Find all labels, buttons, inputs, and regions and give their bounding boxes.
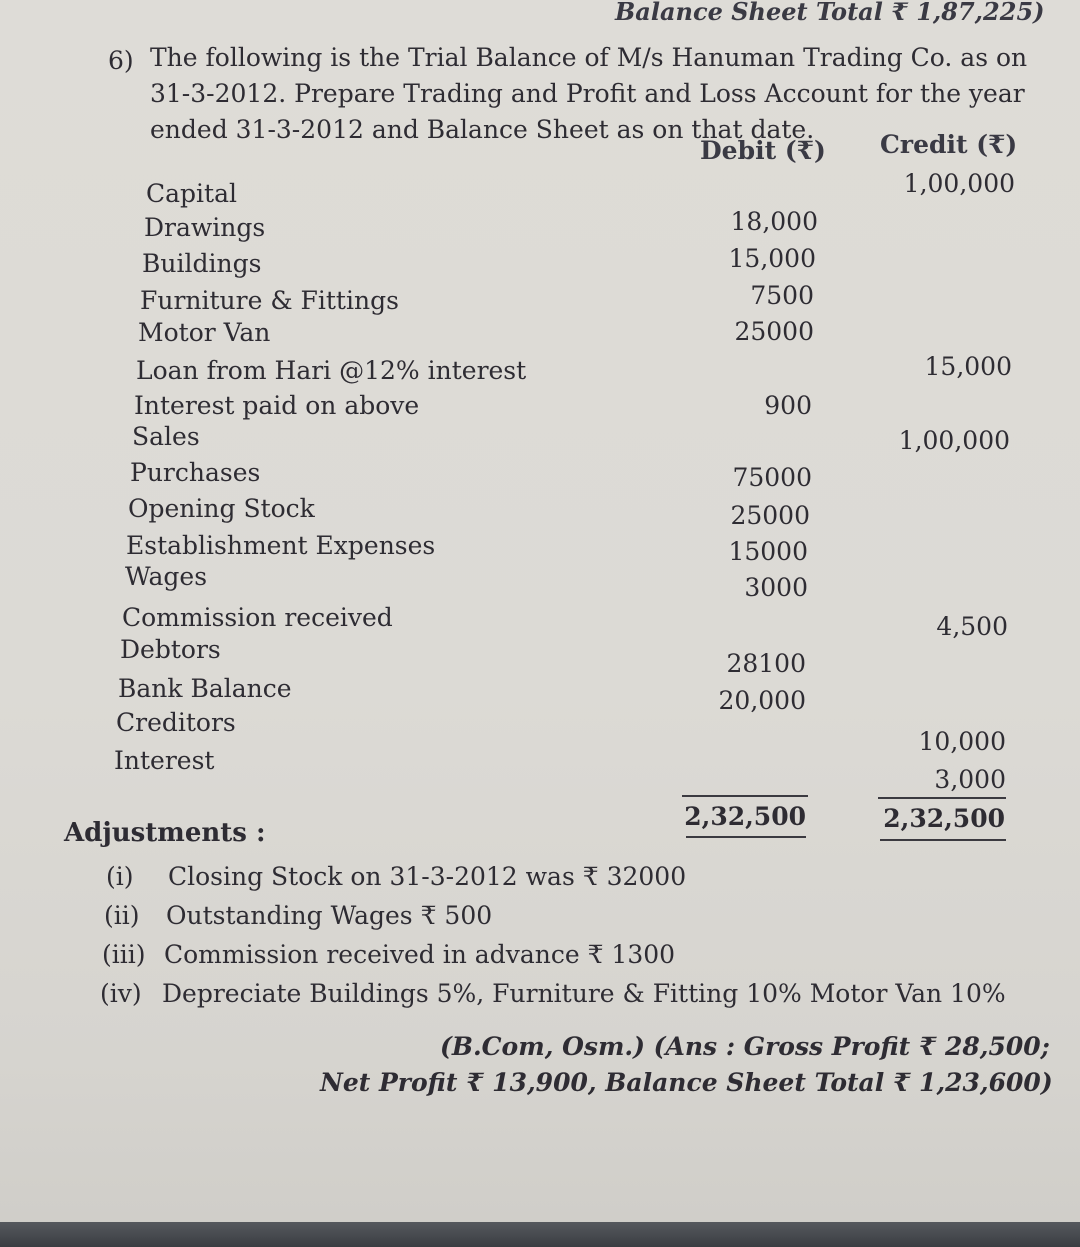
previous-answer-fragment: Balance Sheet Total ₹ 1,87,225) — [615, 0, 1045, 26]
credit-amount: 15,000 — [924, 352, 1012, 381]
account-label: Bank Balance — [118, 674, 292, 703]
credit-total-bottom-rule — [880, 839, 1006, 841]
credit-amount: 1,00,000 — [898, 426, 1010, 455]
account-label: Purchases — [130, 458, 261, 487]
answer-line-2: Net Profit ₹ 13,900, Balance Sheet Total ₹ 1,23,600) — [320, 1068, 1053, 1097]
debit-amount: 75000 — [732, 463, 812, 492]
debit-column-heading: Debit (₹) — [700, 136, 826, 165]
account-label: Buildings — [142, 249, 262, 278]
account-label: Drawings — [144, 213, 266, 242]
page-edge-shadow — [0, 1222, 1080, 1247]
credit-amount: 3,000 — [934, 765, 1006, 794]
credit-total-top-rule — [878, 797, 1006, 799]
credit-amount: 10,000 — [918, 727, 1006, 756]
credit-amount: 1,00,000 — [903, 169, 1015, 198]
debit-total: 2,32,500 — [684, 802, 806, 831]
question-text: The following is the Trial Balance of M/s Hanuman Trading Co. as on 31-3-2012. Prepare Trading and Profit and Loss Account for the year ended 31-3-2012 and Balance Sheet as on that date. — [150, 43, 1028, 144]
question-number: 6) — [108, 46, 134, 75]
debit-amount: 28100 — [726, 649, 806, 678]
adjustment-item — [104, 901, 492, 930]
account-label: Debtors — [120, 635, 221, 664]
account-label: Interest — [114, 746, 215, 775]
debit-amount: 3000 — [744, 573, 808, 602]
debit-total-bottom-rule — [686, 836, 806, 838]
adjustment-item — [102, 940, 675, 969]
adjustment-number: (ii) — [104, 901, 140, 930]
debit-amount: 25000 — [730, 501, 810, 530]
debit-amount: 7500 — [750, 281, 814, 310]
debit-amount: 15000 — [728, 537, 808, 566]
account-label: Motor Van — [138, 318, 271, 347]
account-label: Establishment Expenses — [126, 531, 436, 560]
adjustments-heading: Adjustments : — [64, 818, 266, 848]
debit-total-top-rule — [682, 795, 808, 797]
account-label: Furniture & Fittings — [140, 286, 399, 315]
adjustment-number: (iii) — [102, 940, 146, 969]
adjustment-text: Outstanding Wages ₹ 500 — [166, 901, 493, 930]
account-label: Sales — [132, 422, 200, 451]
account-label: Opening Stock — [128, 494, 315, 523]
credit-total: 2,32,500 — [883, 804, 1005, 833]
adjustment-text: Depreciate Buildings 5%, Furniture & Fitting 10% Motor Van 10% — [162, 979, 1006, 1008]
account-label: Wages — [125, 562, 208, 591]
account-label: Creditors — [116, 708, 236, 737]
adjustment-text: Closing Stock on 31-3-2012 was ₹ 32000 — [168, 862, 687, 891]
adjustment-text: Commission received in advance ₹ 1300 — [164, 940, 676, 969]
account-label: Interest paid on above — [134, 391, 420, 420]
adjustment-item — [106, 862, 686, 891]
adjustment-number: (i) — [106, 862, 134, 891]
debit-amount: 15,000 — [728, 244, 816, 273]
debit-amount: 900 — [764, 391, 812, 420]
account-label: Commission received — [122, 603, 393, 632]
debit-amount: 18,000 — [730, 207, 818, 236]
debit-amount: 25000 — [734, 317, 814, 346]
adjustment-item — [100, 979, 1006, 1008]
account-label: Loan from Hari @12% interest — [136, 356, 527, 385]
account-label: Capital — [146, 179, 237, 208]
credit-column-heading: Credit (₹) — [880, 130, 1018, 159]
answer-line-1: (B.Com, Osm.) (Ans : Gross Profit ₹ 28,500; — [440, 1032, 1050, 1061]
debit-amount: 20,000 — [718, 686, 806, 715]
credit-amount: 4,500 — [936, 612, 1008, 641]
adjustment-number: (iv) — [100, 979, 142, 1008]
